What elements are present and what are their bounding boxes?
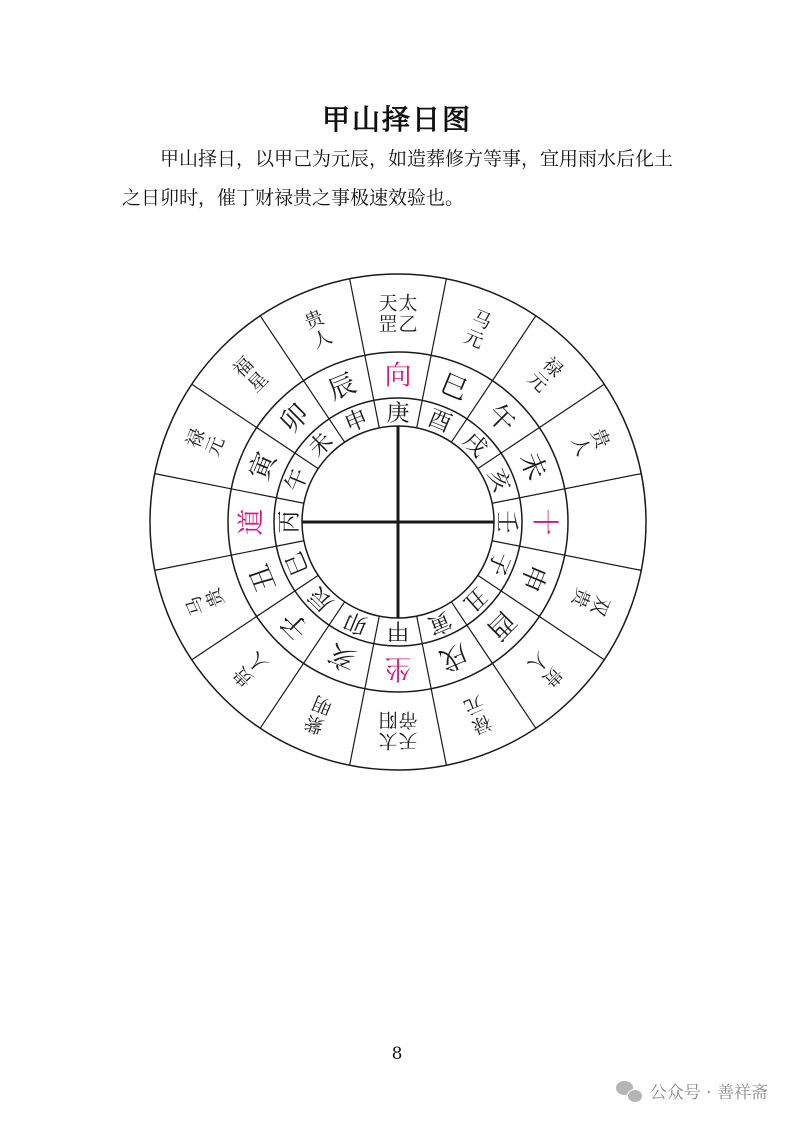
outer-ring-cell <box>182 425 229 459</box>
outer-ring-label: 太乙 <box>398 292 418 336</box>
outer-ring-label: 禄元 <box>523 352 568 397</box>
middle-ring-label: 向 <box>384 360 412 392</box>
inner-ring-cell <box>387 400 410 426</box>
middle-ring-cell <box>274 398 315 439</box>
outer-ring-cell <box>301 306 336 353</box>
watermark-text: 公众号 · 善祥斋 <box>649 1083 768 1103</box>
outer-ring-cell <box>379 709 418 752</box>
inner-ring-label: 亥 <box>482 464 515 496</box>
middle-ring-label: 十 <box>528 508 560 536</box>
inner-ring-label: 午 <box>281 464 314 496</box>
outer-ring-label: 太阳 <box>378 708 398 752</box>
inner-ring-label: 辰 <box>303 581 339 617</box>
inner-ring-label: 卯 <box>340 606 372 639</box>
middle-ring-label: 辰 <box>323 367 361 407</box>
middle-ring-cell <box>274 605 315 646</box>
inner-ring-cell <box>304 428 339 463</box>
middle-ring-cell <box>435 368 472 407</box>
middle-ring-cell <box>244 559 283 596</box>
middle-ring-cell <box>513 448 552 485</box>
inner-ring-cell <box>458 428 493 463</box>
inner-ring-label: 申 <box>340 405 372 438</box>
inner-ring-label: 丙 <box>276 510 303 534</box>
inner-ring-label: 子 <box>482 548 515 580</box>
outer-ring-cell <box>461 306 495 353</box>
outer-ring-label: 贵人 <box>228 647 273 692</box>
middle-ring-cell <box>528 509 559 536</box>
wechat-icon <box>616 1080 642 1102</box>
middle-ring-label: 巳 <box>435 367 473 407</box>
inner-ring-label: 酉 <box>424 405 456 438</box>
outer-ring-label: 贵人 <box>566 425 614 460</box>
middle-ring-label: 申 <box>513 559 553 597</box>
middle-ring-cell <box>324 637 361 676</box>
inner-ring-label: 庚 <box>386 400 410 427</box>
outer-ring-label: 贵人 <box>523 647 568 692</box>
middle-ring-cell <box>244 446 284 485</box>
middle-ring-label: 未 <box>513 447 553 485</box>
inner-ring-label: 戌 <box>457 427 493 463</box>
middle-ring-label: 道 <box>236 508 268 536</box>
middle-ring-label: 子 <box>274 604 316 646</box>
outer-ring-cell <box>523 647 567 691</box>
outer-ring-label: 天帝 <box>398 708 418 752</box>
outer-ring-cell <box>379 292 418 335</box>
middle-ring-cell <box>481 605 522 646</box>
inner-ring-label: 巳 <box>281 548 314 580</box>
middle-ring-cell <box>385 652 412 683</box>
watermark <box>616 1078 768 1103</box>
outer-ring-cell <box>567 425 614 460</box>
outer-ring-label: 禄元 <box>182 425 230 460</box>
middle-ring-cell <box>324 368 361 407</box>
middle-ring-cell <box>435 637 472 676</box>
middle-ring-cell <box>385 361 412 392</box>
middle-ring-label: 午 <box>480 398 522 440</box>
page-title: 甲山择日图 <box>321 103 472 136</box>
inner-ring-cell <box>494 511 520 534</box>
inner-ring-cell <box>458 582 493 617</box>
middle-ring-label: 卯 <box>274 398 316 440</box>
middle-ring-cell <box>237 509 268 536</box>
page-number: 8 <box>391 1044 403 1064</box>
outer-ring-cell <box>461 691 495 738</box>
inner-ring-cell <box>276 511 302 534</box>
middle-ring-label: 坐 <box>384 652 412 684</box>
middle-ring-label: 戌 <box>435 637 473 677</box>
outer-ring-cell <box>229 353 273 397</box>
outer-ring-label: 马贵 <box>182 584 230 619</box>
outer-ring-cell <box>182 584 229 619</box>
middle-ring-cell <box>513 559 552 596</box>
outer-ring-label: 马元 <box>460 306 495 354</box>
inner-ring-cell <box>304 582 339 617</box>
body-paragraph: 甲山择日，以甲己为元辰，如造葬修方等事，宜用雨水后化土之日卯时，催丁财禄贵之事极速效验也。 <box>122 148 674 209</box>
outer-ring-label: 天罡 <box>378 292 398 336</box>
middle-ring-cell <box>481 398 522 439</box>
outer-ring-label: 贵人 <box>301 306 336 354</box>
middle-ring-label: 寅 <box>243 447 283 485</box>
inner-ring-label: 未 <box>303 427 339 463</box>
inner-ring-label: 甲 <box>386 617 410 644</box>
outer-ring-label: 紫明 <box>301 690 336 738</box>
outer-ring-cell <box>228 647 272 691</box>
inner-ring-label: 壬 <box>493 510 520 534</box>
inner-ring-label: 寅 <box>424 606 456 639</box>
outer-ring-cell <box>301 691 335 738</box>
outer-ring-label: 福星 <box>228 352 273 397</box>
middle-ring-label: 亥 <box>323 637 361 677</box>
outer-ring-cell <box>523 353 567 397</box>
outer-ring-label: 双贵 <box>566 584 614 619</box>
inner-ring-label: 丑 <box>457 581 493 617</box>
middle-ring-label: 丑 <box>243 559 283 597</box>
middle-ring-label: 酉 <box>480 604 522 646</box>
outer-ring-label: 禄元 <box>460 690 495 738</box>
outer-ring-cell <box>566 585 613 620</box>
inner-ring-cell <box>387 618 410 644</box>
